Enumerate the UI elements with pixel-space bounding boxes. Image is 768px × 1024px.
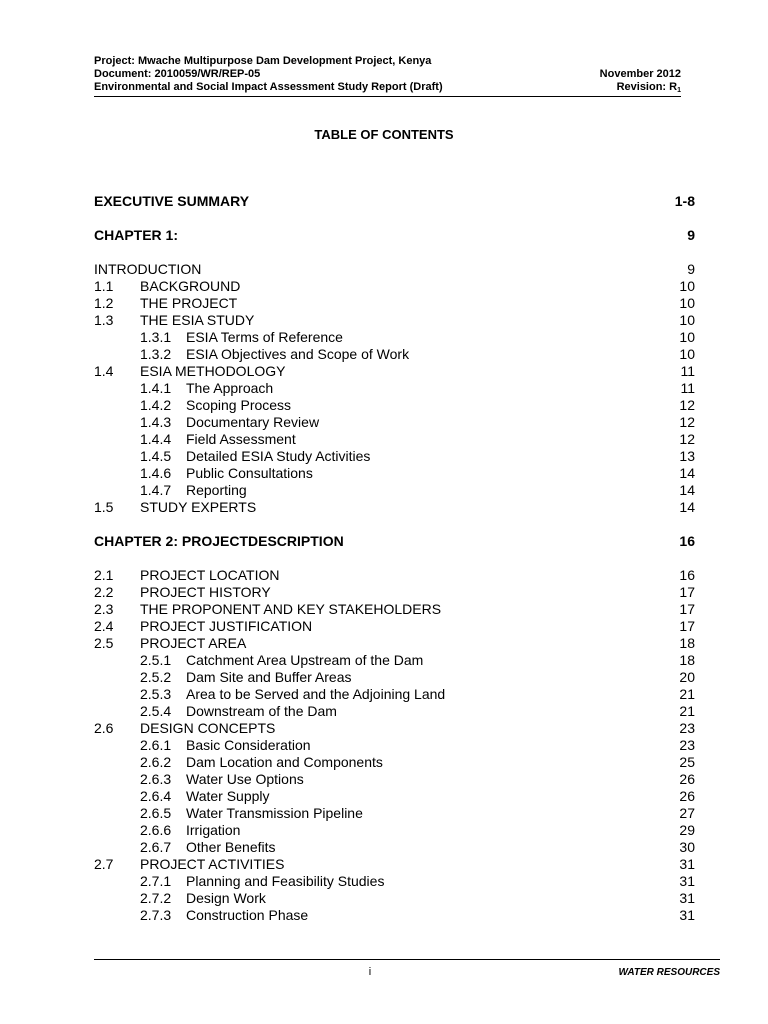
toc-entry-number: 2.4 <box>94 618 114 634</box>
toc-entry-title: STUDY EXPERTS <box>140 499 257 515</box>
toc-entry-page: 10 <box>679 346 695 362</box>
toc-entry-title: Reporting <box>186 482 247 498</box>
toc-entry-title: Detailed ESIA Study Activities <box>186 448 371 464</box>
toc-entry-number: 2.2 <box>94 584 114 600</box>
toc-entry-page: 17 <box>679 584 695 600</box>
toc-entry[interactable] <box>94 703 695 720</box>
toc-entry[interactable] <box>94 822 695 839</box>
toc-entry[interactable] <box>94 397 695 414</box>
toc-entry-page: 29 <box>679 822 695 838</box>
toc-entry[interactable] <box>94 312 695 329</box>
toc-entry-title: Planning and Feasibility Studies <box>186 873 385 889</box>
toc-entry-number: 2.6 <box>94 720 114 736</box>
toc-entry[interactable] <box>94 686 695 703</box>
toc-spacer <box>94 516 695 533</box>
toc-entry[interactable] <box>94 584 695 601</box>
toc-entry-number: 2.7.2 <box>140 890 172 906</box>
toc-entry-page: 9 <box>687 261 695 277</box>
toc-entry-page: 10 <box>679 312 695 328</box>
toc-entry-page: 12 <box>679 397 695 413</box>
toc-entry[interactable] <box>94 873 695 890</box>
toc-entry-page: 10 <box>679 278 695 294</box>
toc-entry-page: 26 <box>679 788 695 804</box>
toc-entry-page: 14 <box>679 465 695 481</box>
toc-entry-number: 2.6.4 <box>140 788 172 804</box>
page-header <box>94 55 681 97</box>
toc-entry-page: 16 <box>679 567 695 583</box>
toc-entry[interactable] <box>94 295 695 312</box>
toc-entry-number: 2.7 <box>94 856 114 872</box>
toc-chapter-entry[interactable] <box>94 227 695 244</box>
revision-number: 1 <box>677 87 681 94</box>
toc-entry-page: 12 <box>679 431 695 447</box>
toc-entry[interactable] <box>94 363 695 380</box>
toc-entry-number: 1.4.5 <box>140 448 172 464</box>
toc-entry-page: 23 <box>679 737 695 753</box>
toc-entry-title: Dam Site and Buffer Areas <box>186 669 352 685</box>
toc-entry[interactable] <box>94 261 695 278</box>
header-document: Document: 2010059/WR/REP-05 <box>94 68 261 80</box>
toc-entry-title: THE PROJECT <box>140 295 238 311</box>
toc-entry-title: ESIA Objectives and Scope of Work <box>186 346 410 362</box>
toc-entry-number: 1.3.1 <box>140 329 172 345</box>
toc-entry-page: 31 <box>679 890 695 906</box>
toc-entry-page: 11 <box>680 380 695 396</box>
toc-entry-page: 18 <box>679 652 695 668</box>
toc-entry-number: 1.5 <box>94 499 114 515</box>
toc-entry-title: Water Use Options <box>186 771 304 787</box>
toc-entry[interactable] <box>94 720 695 737</box>
toc-entry-title: Design Work <box>186 890 266 906</box>
toc-spacer <box>94 210 695 227</box>
toc-entry[interactable] <box>94 482 695 499</box>
toc-entry[interactable] <box>94 737 695 754</box>
toc-entry-title: Dam Location and Components <box>186 754 383 770</box>
toc-entry-title: DESIGN CONCEPTS <box>140 720 276 736</box>
toc-entry[interactable] <box>94 618 695 635</box>
toc-entry-title: PROJECT HISTORY <box>140 584 271 600</box>
toc-entry-number: 2.1 <box>94 567 114 583</box>
toc-spacer <box>94 244 695 261</box>
toc-entry[interactable] <box>94 771 695 788</box>
toc-entry[interactable] <box>94 448 695 465</box>
toc-entry[interactable] <box>94 431 695 448</box>
toc-entry-title: Downstream of the Dam <box>186 703 337 719</box>
toc-entry-number: 2.5 <box>94 635 114 651</box>
toc-title: TABLE OF CONTENTS <box>314 127 454 142</box>
toc-entry-title: PROJECT ACTIVITIES <box>140 856 285 872</box>
toc-entry-page: 12 <box>679 414 695 430</box>
toc-entry-title: PROJECT AREA <box>140 635 247 651</box>
toc-chapter-entry[interactable] <box>94 193 695 210</box>
toc-entry-page: 14 <box>679 482 695 498</box>
toc-entry-title: Other Benefits <box>186 839 276 855</box>
toc-entry-page: 9 <box>687 227 695 243</box>
toc-entry-page: 31 <box>679 856 695 872</box>
toc-entry-title: The Approach <box>186 380 274 396</box>
toc-entry-page: 21 <box>679 703 695 719</box>
toc-entry-number: 1.4.7 <box>140 482 172 498</box>
toc-entry-title: Water Supply <box>186 788 270 804</box>
toc-entry-title: Field Assessment <box>186 431 296 447</box>
toc-entry[interactable] <box>94 329 695 346</box>
toc-entry-title: CHAPTER 2: PROJECTDESCRIPTION <box>94 533 344 549</box>
toc-entry[interactable] <box>94 499 695 516</box>
toc-entry-number: 1.4 <box>94 363 114 379</box>
toc-entry[interactable] <box>94 669 695 686</box>
toc-entry-page: 10 <box>679 295 695 311</box>
toc-entry[interactable] <box>94 907 695 924</box>
toc-chapter-entry[interactable] <box>94 533 695 550</box>
toc-entry-number: 1.4.2 <box>140 397 172 413</box>
toc-entry-page: 1-8 <box>674 193 695 209</box>
toc-entry-title: ESIA Terms of Reference <box>186 329 343 345</box>
toc-entry-number: 1.1 <box>94 278 114 294</box>
header-project: Project: Mwache Multipurpose Dam Development Project, Kenya <box>94 55 432 67</box>
toc-entry-title: Water Transmission Pipeline <box>186 805 363 821</box>
toc-entry-title: Irrigation <box>186 822 241 838</box>
toc-entry-page: 18 <box>679 635 695 651</box>
toc-entry-title: Documentary Review <box>186 414 320 430</box>
toc-entry-page: 30 <box>679 839 695 855</box>
toc-entry-page: 25 <box>679 754 695 770</box>
toc-entry-number: 2.3 <box>94 601 114 617</box>
toc-entry-number: 1.4.3 <box>140 414 172 430</box>
toc-entry-number: 2.6.5 <box>140 805 172 821</box>
toc-entry-title: INTRODUCTION <box>94 261 202 277</box>
toc-entry[interactable] <box>94 856 695 873</box>
toc-entry-number: 1.4.4 <box>140 431 172 447</box>
toc-entry-page: 26 <box>679 771 695 787</box>
toc-entry-number: 2.7.1 <box>140 873 172 889</box>
toc-entry[interactable] <box>94 788 695 805</box>
toc-spacer <box>94 550 695 567</box>
toc-entry-number: 1.4.6 <box>140 465 172 481</box>
toc-entry[interactable] <box>94 346 695 363</box>
toc-entry-title: Scoping Process <box>186 397 292 413</box>
footer-page-number: i <box>368 966 372 978</box>
toc-entry[interactable] <box>94 601 695 618</box>
toc-entry-number: 2.5.3 <box>140 686 172 702</box>
toc-entry[interactable] <box>94 278 695 295</box>
toc-entry-title: Catchment Area Upstream of the Dam <box>186 652 424 668</box>
toc-entry-number: 2.5.4 <box>140 703 172 719</box>
toc-entry[interactable] <box>94 465 695 482</box>
toc-entry-page: 17 <box>679 618 695 634</box>
toc-entry-page: 10 <box>679 329 695 345</box>
toc-entry-title: Area to be Served and the Adjoining Land <box>186 686 446 702</box>
header-date: November 2012 <box>599 68 681 80</box>
toc-entry-title: Public Consultations <box>186 465 313 481</box>
toc-entry-number: 2.6.1 <box>140 737 172 753</box>
toc-entry-title: Construction Phase <box>186 907 309 923</box>
toc-entry-number: 2.6.7 <box>140 839 172 855</box>
toc-entry[interactable] <box>94 380 695 397</box>
toc-entry-title: THE PROPONENT AND KEY STAKEHOLDERS <box>140 601 442 617</box>
toc-entry[interactable] <box>94 414 695 431</box>
header-rule <box>94 96 681 97</box>
toc-entry-number: 1.3.2 <box>140 346 172 362</box>
toc-entry-title: PROJECT LOCATION <box>140 567 280 583</box>
toc-entry-page: 21 <box>679 686 695 702</box>
table-of-contents <box>94 193 695 924</box>
toc-entry-number: 1.4.1 <box>140 380 172 396</box>
toc-entry-number: 2.6.6 <box>140 822 172 838</box>
toc-entry[interactable] <box>94 890 695 907</box>
revision-label: Revision: R <box>616 81 678 93</box>
toc-entry[interactable] <box>94 567 695 584</box>
toc-entry[interactable] <box>94 839 695 856</box>
toc-entry-page: 13 <box>679 448 695 464</box>
footer-rule <box>94 959 720 960</box>
header-report-title: Environmental and Social Impact Assessment Study Report (Draft) <box>94 81 443 93</box>
toc-entry[interactable] <box>94 754 695 771</box>
toc-entry-number: 2.5.2 <box>140 669 172 685</box>
toc-entry-page: 16 <box>679 533 695 549</box>
toc-entry-page: 31 <box>679 907 695 923</box>
header-revision <box>617 81 681 97</box>
toc-entry-title: BACKGROUND <box>140 278 241 294</box>
toc-entry-title: CHAPTER 1: <box>94 227 179 243</box>
toc-entry-page: 31 <box>679 873 695 889</box>
toc-entry-title: PROJECT JUSTIFICATION <box>140 618 313 634</box>
toc-entry-title: THE ESIA STUDY <box>140 312 255 328</box>
toc-entry[interactable] <box>94 805 695 822</box>
toc-entry-page: 23 <box>679 720 695 736</box>
toc-entry-page: 20 <box>679 669 695 685</box>
toc-entry-page: 11 <box>680 363 695 379</box>
footer-section: WATER RESOURCES <box>618 967 720 978</box>
toc-entry-number: 2.7.3 <box>140 907 172 923</box>
toc-entry-title: Basic Consideration <box>186 737 311 753</box>
toc-entry[interactable] <box>94 635 695 652</box>
toc-entry-number: 2.6.2 <box>140 754 172 770</box>
toc-entry-page: 14 <box>679 499 695 515</box>
toc-entry[interactable] <box>94 652 695 669</box>
toc-entry-page: 17 <box>679 601 695 617</box>
toc-entry-number: 1.3 <box>94 312 114 328</box>
toc-entry-number: 2.6.3 <box>140 771 172 787</box>
toc-entry-number: 2.5.1 <box>140 652 172 668</box>
toc-entry-title: EXECUTIVE SUMMARY <box>94 193 250 209</box>
toc-entry-title: ESIA METHODOLOGY <box>140 363 286 379</box>
toc-entry-number: 1.2 <box>94 295 114 311</box>
toc-entry-page: 27 <box>679 805 695 821</box>
